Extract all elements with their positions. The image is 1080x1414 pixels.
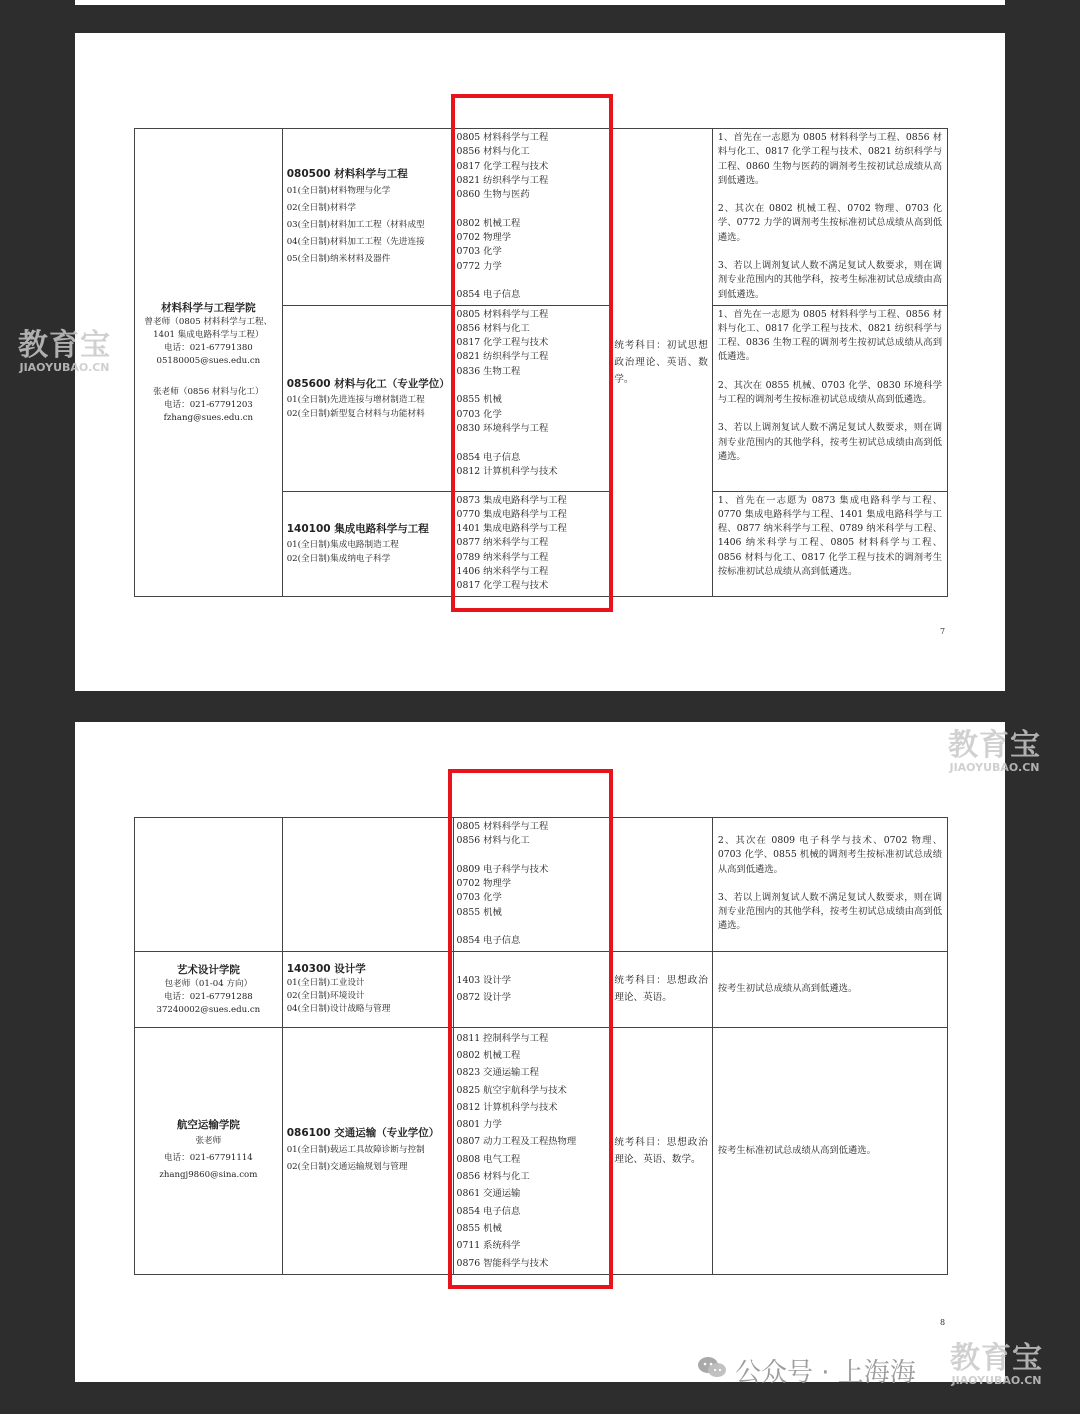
code-item: 0823 交通运输工程 (456, 1067, 539, 1079)
direction-item: 02(全日制)新型复合材料与功能材料 (286, 408, 425, 419)
exam-text: 统考科目：初试思想政治理论、英语、数学。 (614, 339, 708, 385)
code-item: 0856 材料与化工 (456, 1171, 530, 1183)
exam-cell (610, 951, 713, 1027)
direction-item: 01(全日制)工业设计 (286, 978, 365, 989)
page-number: 7 (940, 627, 946, 636)
code-item: 0855 机械 (456, 1222, 502, 1234)
code-item: 0817 化学工程与技术 (456, 580, 549, 592)
code-item: 0856 材料与化工 (456, 322, 530, 334)
direction-item: 01(全日制)材料物理与化学 (286, 185, 391, 196)
school-name: 艺术设计学院 (176, 963, 240, 976)
school-phone: 电话：021-67791380 (163, 342, 253, 353)
school-cell (135, 951, 283, 1027)
code-item: 0872 设计学 (456, 992, 512, 1004)
watermark-domain: JIAOYUBAO.CN (19, 361, 110, 374)
rule-text: 2、其次在 0855 机械、0703 化学、0830 环境科学与工程的调剂考生按标准初试总成绩从高到低遴选。 (717, 379, 942, 406)
watermark-text: 教育宝 (18, 328, 111, 363)
code-item: 0876 智能科学与技术 (456, 1257, 549, 1269)
direction-item: 02(全日制)材料学 (286, 202, 356, 213)
school-name: 材料科学与工程学院 (161, 301, 256, 314)
code-item: 0703 化学 (456, 408, 502, 420)
code-item: 0856 材料与化工 (456, 146, 530, 158)
watermark-logo (948, 730, 1041, 774)
exam-cell (610, 1027, 713, 1274)
rules-cell (712, 818, 947, 952)
exam-cell-empty (610, 818, 713, 952)
direction-item: 04(全日制)材料加工工程（先进连接 (286, 236, 425, 247)
watermark-text: 教育宝 (948, 728, 1041, 763)
code-item: 0855 机械 (456, 394, 502, 406)
code-item: 0802 机械工程 (456, 1049, 521, 1061)
direction-item: 03(全日制)材料加工工程（材料成型 (286, 219, 425, 230)
rule-text: 3、若以上调剂复试人数不满足复试人数要求，则在调剂专业范围内的其他学科，按考生初试总成绩由高到低遴选。 (717, 891, 942, 932)
watermark-logo (950, 1343, 1043, 1387)
school-phone: 电话：021-67791114 (163, 1153, 253, 1164)
watermark-domain: JIAOYUBAO.CN (951, 1374, 1042, 1387)
code-item: 0821 纺织科学与工程 (456, 174, 549, 186)
footer-account-name: 公众号 · 上海海 (735, 1358, 916, 1388)
major-cell (282, 491, 453, 596)
code-item: 0772 力学 (456, 260, 502, 272)
code-item: 0873 集成电路科学与工程 (456, 494, 567, 506)
code-item: 0821 纺织科学与工程 (456, 351, 549, 363)
rule-text: 1、首先在一志愿为 0873 集成电路科学与工程、0770 集成电路科学与工程、1401 集成电路科学与工程、0877 纳米科学与工程、0789 纳米科学与工程、1406 纳米科学与工程、0805 材料科学与工程、0856 材料与化工、0817 化学工程与技术的调剂考生按标准初试总成绩从高到低遴选。 (717, 494, 942, 578)
rules-cell (712, 491, 947, 596)
rule-text: 3、若以上调剂复试人数不满足复试人数要求，则在调剂专业范围内的其他学科，按考生标准初试总成绩由高到低遴选。 (717, 260, 942, 300)
code-item: 0805 材料科学与工程 (456, 821, 549, 832)
major-cell (282, 951, 453, 1027)
school-email: 37240002@sues.edu.cn (156, 1004, 261, 1015)
code-item: 0703 化学 (456, 892, 502, 904)
rule-text: 按考生标准初试总成绩从高到低遴选。 (717, 1144, 876, 1156)
major-cell-empty (282, 818, 453, 952)
rule-text: 1、首先在一志愿为 0805 材料科学与工程、0856 材料与化工、0817 化学工程与技术、0821 纺织科学与工程、0836 生物工程的调剂考生按初试总成绩从高到低遴选。 (717, 308, 942, 363)
direction-item: 01(全日制)集成电路制造工程 (286, 540, 399, 551)
exam-cell (610, 129, 713, 597)
code-item: 0807 动力工程及工程热物理 (456, 1136, 577, 1148)
code-item: 0801 力学 (456, 1119, 502, 1131)
major-cell (282, 1027, 453, 1274)
major-title: 080500 材料科学与工程 (286, 167, 408, 180)
direction-item: 01(全日制)载运工具故障诊断与控制 (286, 1145, 425, 1156)
school-contact: 张老师 (195, 1136, 222, 1147)
code-item: 0812 计算机科学与技术 (456, 1101, 558, 1113)
code-item: 0711 系统科学 (456, 1240, 521, 1252)
watermark-text: 教育宝 (950, 1341, 1043, 1376)
rule-text: 2、其次在 0802 机械工程、0702 物理、0703 化学、0772 力学的调剂考生按标准初试总成绩从高到低遴选。 (717, 203, 942, 243)
code-item: 0877 纳米科学与工程 (456, 537, 549, 549)
highlight-box-page7 (451, 94, 613, 612)
code-item: 0802 机械工程 (456, 217, 521, 229)
school-contact: 张老师（0856 材料与化工） (153, 386, 264, 397)
code-item: 0805 材料科学与工程 (456, 308, 549, 320)
school-email: fzhang@sues.edu.cn (163, 412, 254, 423)
code-item: 0809 电子科学与技术 (456, 863, 549, 875)
school-cell (135, 129, 283, 597)
school-phone: 电话：021-67791203 (163, 399, 253, 410)
major-title: 140300 设计学 (286, 963, 366, 976)
direction-item: 04(全日制)设计战略与管理 (286, 1004, 391, 1015)
code-item: 1403 设计学 (456, 975, 512, 987)
direction-item: 05(全日制)纳米材料及器件 (286, 253, 391, 264)
code-item: 0836 生物工程 (456, 365, 521, 377)
school-email: zhangj9860@sina.com (159, 1170, 258, 1181)
school-cell (135, 1027, 283, 1274)
code-item: 0789 纳米科学与工程 (456, 551, 549, 563)
code-item: 1406 纳米科学与工程 (456, 566, 549, 578)
code-item: 0825 航空宇航科学与技术 (456, 1084, 567, 1096)
school-contact: 曾老师（0805 材料科学与工程、1401 集成电路科学与工程） (144, 316, 273, 340)
rules-cell (712, 305, 947, 491)
exam-text: 统考科目：思想政治理论、英语。 (614, 975, 708, 1004)
major-cell (282, 305, 453, 491)
rule-text: 按考生初试总成绩从高到低遴选。 (717, 983, 858, 995)
page-number: 8 (940, 1318, 946, 1327)
watermark-domain: JIAOYUBAO.CN (949, 761, 1040, 774)
code-item: 0854 电子信息 (456, 289, 521, 301)
rule-text: 3、若以上调剂复试人数不满足复试人数要求，则在调剂专业范围内的其他学科，按考生初试总成绩由高到低遴选。 (717, 422, 942, 462)
code-item: 1401 集成电路科学与工程 (456, 523, 567, 535)
code-item: 0860 生物与医药 (456, 189, 530, 201)
code-item: 0770 集成电路科学与工程 (456, 508, 567, 520)
major-title: 140100 集成电路科学与工程 (286, 523, 429, 536)
school-phone: 电话：021-67791288 (163, 991, 253, 1002)
watermark-logo (18, 330, 111, 374)
major-title: 086100 交通运输（专业学位） (286, 1127, 440, 1140)
major-title: 085600 材料与化工（专业学位） (286, 377, 450, 390)
direction-item: 02(全日制)集成纳电子科学 (286, 554, 391, 565)
code-item: 0805 材料科学与工程 (456, 132, 549, 143)
direction-item: 01(全日制)先进连接与增材制造工程 (286, 394, 425, 405)
major-cell (282, 129, 453, 306)
rule-text: 1、首先在一志愿为 0805 材料科学与工程、0856 材料与化工、0817 化学工程与技术、0821 纺织科学与工程、0860 生物与医药的调剂考生按初试总成绩从高到低遴选。 (717, 132, 942, 186)
direction-item: 02(全日制)环境设计 (286, 991, 365, 1002)
rules-cell (712, 129, 947, 306)
code-item: 0830 环境科学与工程 (456, 422, 549, 434)
code-item: 0855 机械 (456, 906, 502, 918)
rules-cell (712, 1027, 947, 1274)
rule-text: 2、其次在 0809 电子科学与技术、0702 物理、0703 化学、0855 机械的调剂考生按标准初试总成绩从高到低遴选。 (717, 835, 942, 875)
highlight-box-page8 (448, 769, 613, 1289)
rules-cell (712, 951, 947, 1027)
school-cell-empty (135, 818, 283, 952)
code-item: 0856 材料与化工 (456, 835, 530, 847)
exam-text: 统考科目：思想政治理论、英语、数学。 (614, 1136, 708, 1165)
code-item: 0812 计算机科学与技术 (456, 465, 558, 477)
code-item: 0702 物理学 (456, 878, 512, 890)
code-item: 0817 化学工程与技术 (456, 160, 549, 172)
code-item: 0854 电子信息 (456, 1205, 521, 1217)
code-item: 0703 化学 (456, 246, 502, 258)
wechat-icon (697, 1355, 727, 1379)
school-contact: 包老师（01-04 方向） (164, 978, 253, 989)
code-item: 0702 物理学 (456, 232, 512, 244)
code-item: 0854 电子信息 (456, 935, 521, 947)
direction-item: 02(全日制)交通运输规划与管理 (286, 1162, 408, 1173)
school-name: 航空运输学院 (176, 1119, 240, 1132)
school-email: 05180005@sues.edu.cn (156, 355, 261, 366)
code-item: 0854 电子信息 (456, 451, 521, 463)
code-item: 0861 交通运输 (456, 1188, 521, 1200)
code-item: 0817 化学工程与技术 (456, 337, 549, 349)
previous-page-edge (75, 0, 1005, 5)
code-item: 0811 控制科学与工程 (456, 1032, 549, 1044)
code-item: 0808 电气工程 (456, 1153, 521, 1165)
